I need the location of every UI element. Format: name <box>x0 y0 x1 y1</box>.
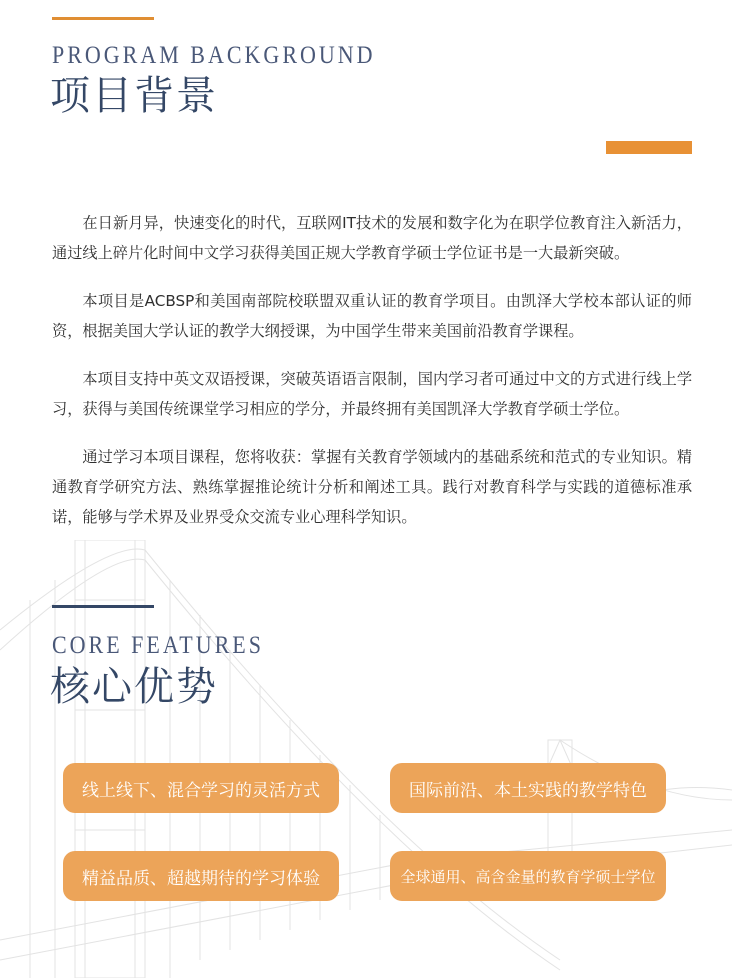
section-title-cn: 项目背景 <box>50 73 218 119</box>
paragraph: 通过学习本项目课程，您将收获：掌握有关教育学领域内的基础系统和范式的专业知识。精通教育学研究方法、熟练掌握推论统计分析和阐述工具。践行对教育科学与实践的道德标准承诺，能够与学术界及业界受众交流专业心理科学知识。 <box>52 448 692 526</box>
paragraph: 本项目支持中英文双语授课，突破英语语言限制，国内学习者可通过中文的方式进行线上学习，获得与美国传统课堂学习相应的学分，并最终拥有美国凯泽大学教育学硕士学位。 <box>52 370 692 418</box>
feature-badge: 线上线下、混合学习的灵活方式 <box>63 763 339 813</box>
program-description <box>52 208 692 550</box>
feature-badge: 精益品质、超越期待的学习体验 <box>63 851 339 901</box>
section-title-cn: 核心优势 <box>50 664 218 710</box>
section-title-en: CORE FEATURES <box>52 630 264 659</box>
feature-badge: 全球通用、高含金量的教育学硕士学位 <box>390 851 666 901</box>
paragraph: 在日新月异，快速变化的时代，互联网IT技术的发展和数字化为在职学位教育注入新活力，通过线上碎片化时间中文学习获得美国正规大学教育学硕士学位证书是一大最新突破。 <box>52 214 692 262</box>
feature-badge: 国际前沿、本土实践的教学特色 <box>390 763 666 813</box>
section-accent-line <box>52 17 154 20</box>
decorative-bar <box>606 141 692 154</box>
section-accent-line <box>52 605 154 608</box>
section-title-en: PROGRAM BACKGROUND <box>52 40 376 69</box>
paragraph: 本项目是ACBSP和美国南部院校联盟双重认证的教育学项目。由凯泽大学校本部认证的师资，根据美国大学认证的教学大纲授课，为中国学生带来美国前沿教育学课程。 <box>52 292 692 340</box>
